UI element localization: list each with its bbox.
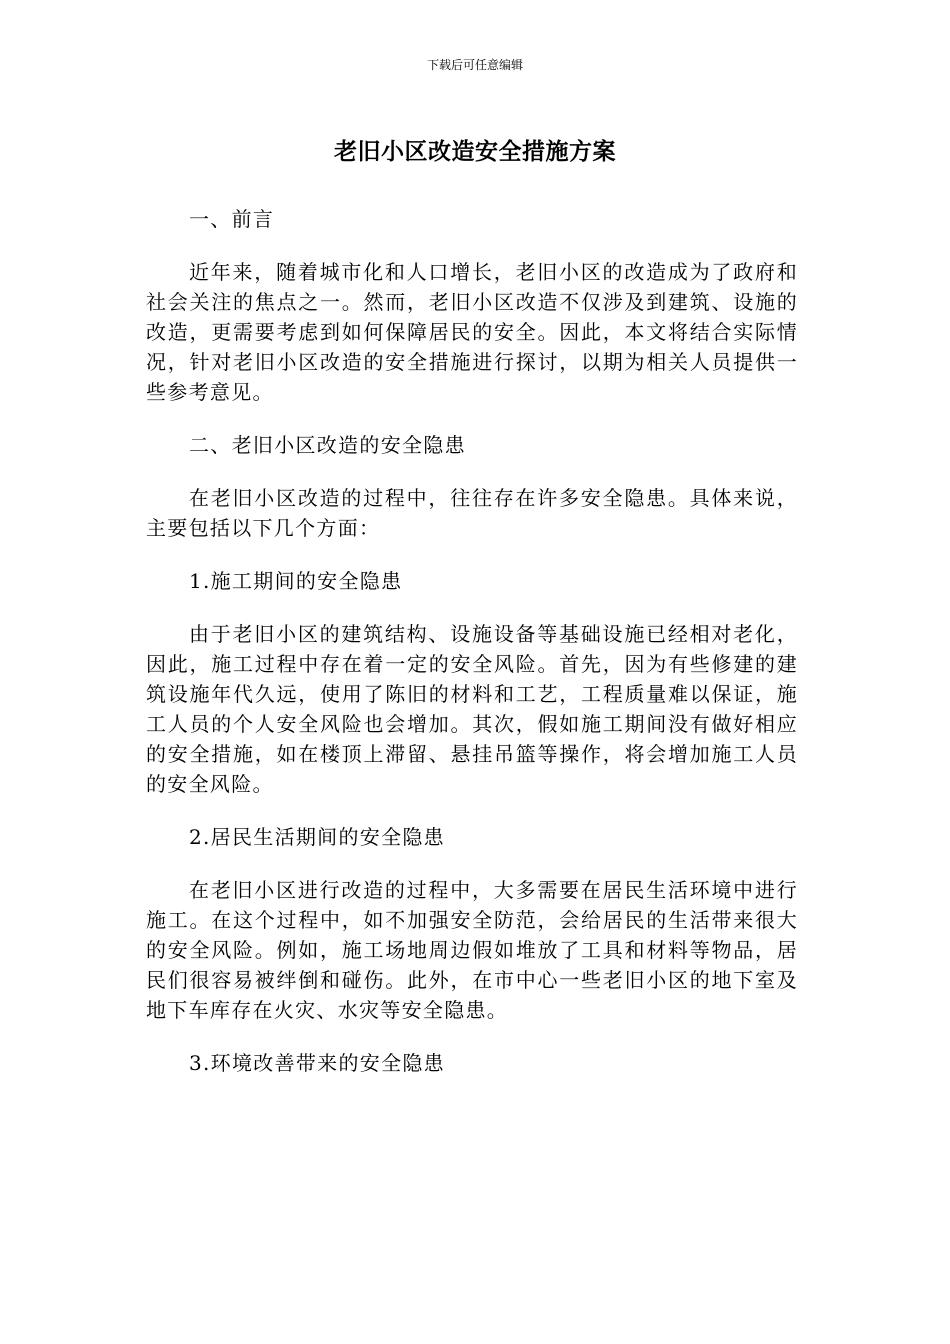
page-header-note: 下载后可任意编辑 <box>426 58 523 72</box>
subheading-environment-hazards: 3.环境改善带来的安全隐患 <box>189 1051 445 1075</box>
paragraph-hazards-overview: 在老旧小区改造的过程中，往往存在许多安全隐患。具体来说，主要包括以下几个方面： <box>146 486 798 540</box>
paragraph-construction-hazards: 由于老旧小区的建筑结构、设施设备等基础设施已经相对老化，因此，施工过程中存在着一定的安全风险。首先，因为有些修建的建筑设施年代久远，使用了陈旧的材料和工艺，工程质量难以保证，施工人员的个人安全风险也会增加。其次，假如施工期间没有做好相应的安全措施，如在楼顶上滞留、悬挂吊篮等操作，将会增加施工人员的安全风险。 <box>146 622 798 796</box>
document-body <box>146 204 798 1101</box>
subheading-residential-hazards: 2.居民生活期间的安全隐患 <box>189 825 445 849</box>
section-heading-preface: 一、前言 <box>189 207 275 231</box>
subheading-construction-hazards: 1.施工期间的安全隐患 <box>189 569 403 593</box>
document-title: 老旧小区改造安全措施方案 <box>334 139 616 165</box>
paragraph-intro: 近年来，随着城市化和人口增长，老旧小区的改造成为了政府和社会关注的焦点之一。然而，老旧小区改造不仅涉及到建筑、设施的改造，更需要考虑到如何保障居民的安全。因此，本文将结合实际情况，针对老旧小区改造的安全措施进行探讨，以期为相关人员提供一些参考意见。 <box>146 260 798 404</box>
section-heading-hazards: 二、老旧小区改造的安全隐患 <box>189 433 466 457</box>
paragraph-residential-hazards: 在老旧小区进行改造的过程中，大多需要在居民生活环境中进行施工。在这个过程中，如不加强安全防范，会给居民的生活带来很大的安全风险。例如，施工场地周边假如堆放了工具和材料等物品，居民们很容易被绊倒和碰伤。此外，在市中心一些老旧小区的地下室及地下车库存在火灾、水灾等安全隐患。 <box>146 878 798 1022</box>
